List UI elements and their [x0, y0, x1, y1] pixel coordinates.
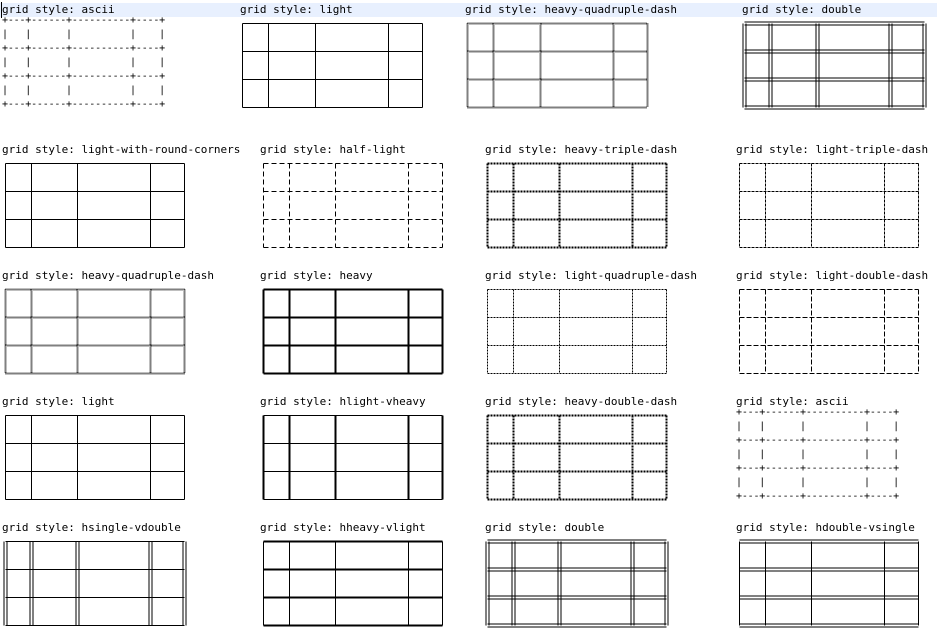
grid-drawing: [737, 287, 920, 375]
grid-drawing: [240, 21, 424, 109]
label-prefix: grid style:: [260, 269, 340, 282]
label-style-name: heavy-quadruple-dash: [544, 3, 677, 16]
grid-style-label: [240, 3, 353, 16]
label-prefix: grid style:: [260, 143, 340, 156]
grid-drawing: [737, 539, 920, 627]
label-style-name: light-double-dash: [815, 269, 929, 282]
ascii-row-line: | | | | |: [736, 421, 899, 432]
label-prefix: grid style:: [736, 395, 816, 408]
grid-style-label: [485, 143, 677, 156]
label-style-name: light: [81, 395, 115, 408]
grid-drawing: [3, 161, 186, 249]
ascii-border-line: +---+------+----------+----+: [2, 71, 165, 82]
label-style-name: ascii: [81, 3, 115, 16]
label-style-name: double: [564, 521, 605, 534]
grid-style-label: [736, 269, 928, 282]
label-style-name: ascii: [815, 395, 849, 408]
label-style-name: hlight-vheavy: [339, 395, 426, 408]
grid-drawing: [485, 539, 668, 627]
label-prefix: grid style:: [736, 143, 816, 156]
grid-drawing: [742, 21, 926, 109]
grid-style-label: [260, 395, 426, 408]
ascii-border-line: +---+------+----------+----+: [2, 15, 165, 26]
label-style-name: heavy-quadruple-dash: [81, 269, 214, 282]
ascii-border-line: +---+------+----------+----+: [2, 43, 165, 54]
grid-style-label: [260, 521, 426, 534]
label-prefix: grid style:: [260, 395, 340, 408]
grid-style-label: [2, 395, 115, 408]
grid-style-label: [465, 3, 677, 16]
label-prefix: grid style:: [2, 395, 82, 408]
ascii-border-line: +---+------+----------+----+: [736, 435, 899, 446]
label-prefix: grid style:: [240, 3, 320, 16]
ascii-row-line: | | | | |: [736, 449, 899, 460]
ascii-row-line: | | | | |: [2, 57, 165, 68]
grid-drawing: [485, 287, 668, 375]
grid-style-label: [736, 143, 928, 156]
label-style-name: hsingle-vdouble: [81, 521, 181, 534]
label-style-name: double: [821, 3, 862, 16]
label-style-name: heavy-triple-dash: [564, 143, 678, 156]
label-prefix: grid style:: [485, 521, 565, 534]
label-prefix: grid style:: [485, 143, 565, 156]
grid-drawing: [261, 161, 444, 249]
grid-style-label: [485, 521, 604, 534]
ascii-grid: [2, 14, 165, 112]
label-prefix: grid style:: [485, 269, 565, 282]
grid-style-label: [2, 269, 214, 282]
label-prefix: grid style:: [485, 395, 565, 408]
label-prefix: grid style:: [2, 3, 82, 16]
label-prefix: grid style:: [2, 521, 82, 534]
ascii-border-line: +---+------+----------+----+: [736, 491, 899, 502]
grid-drawing: [3, 413, 186, 501]
grid-style-label: [260, 143, 406, 156]
grid-drawing: [261, 413, 444, 501]
grid-drawing: [737, 161, 920, 249]
grid-drawing: [261, 287, 444, 375]
label-style-name: light: [319, 3, 353, 16]
ascii-border-line: +---+------+----------+----+: [2, 99, 165, 110]
grid-drawing: [465, 21, 649, 109]
grid-style-label: [485, 395, 677, 408]
grid-drawing: [485, 413, 668, 501]
label-style-name: hheavy-vlight: [339, 521, 426, 534]
label-prefix: grid style:: [2, 143, 82, 156]
ascii-border-line: +---+------+----------+----+: [736, 463, 899, 474]
label-prefix: grid style:: [2, 269, 82, 282]
grid-style-label: [2, 521, 181, 534]
label-style-name: light-quadruple-dash: [564, 269, 697, 282]
grid-style-label: [485, 269, 697, 282]
label-style-name: light-triple-dash: [815, 143, 929, 156]
label-style-name: light-with-round-corners: [81, 143, 241, 156]
label-prefix: grid style:: [742, 3, 822, 16]
grid-style-label: [736, 521, 915, 534]
grid-style-label: [260, 269, 373, 282]
label-prefix: grid style:: [736, 521, 816, 534]
grid-drawing: [3, 287, 186, 375]
grid-drawing: [261, 539, 444, 627]
label-prefix: grid style:: [260, 521, 340, 534]
label-style-name: heavy: [339, 269, 373, 282]
label-style-name: half-light: [339, 143, 406, 156]
label-style-name: hdouble-vsingle: [815, 521, 915, 534]
label-prefix: grid style:: [465, 3, 545, 16]
grid-style-label: [2, 143, 240, 156]
grid-drawing: [485, 161, 668, 249]
grid-drawing: [3, 539, 186, 627]
ascii-grid: [736, 406, 899, 504]
ascii-row-line: | | | | |: [2, 85, 165, 96]
label-prefix: grid style:: [736, 269, 816, 282]
ascii-row-line: | | | | |: [736, 477, 899, 488]
ascii-border-line: +---+------+----------+----+: [736, 407, 899, 418]
grid-style-label: [742, 3, 861, 16]
ascii-row-line: | | | | |: [2, 29, 165, 40]
label-style-name: heavy-double-dash: [564, 395, 678, 408]
